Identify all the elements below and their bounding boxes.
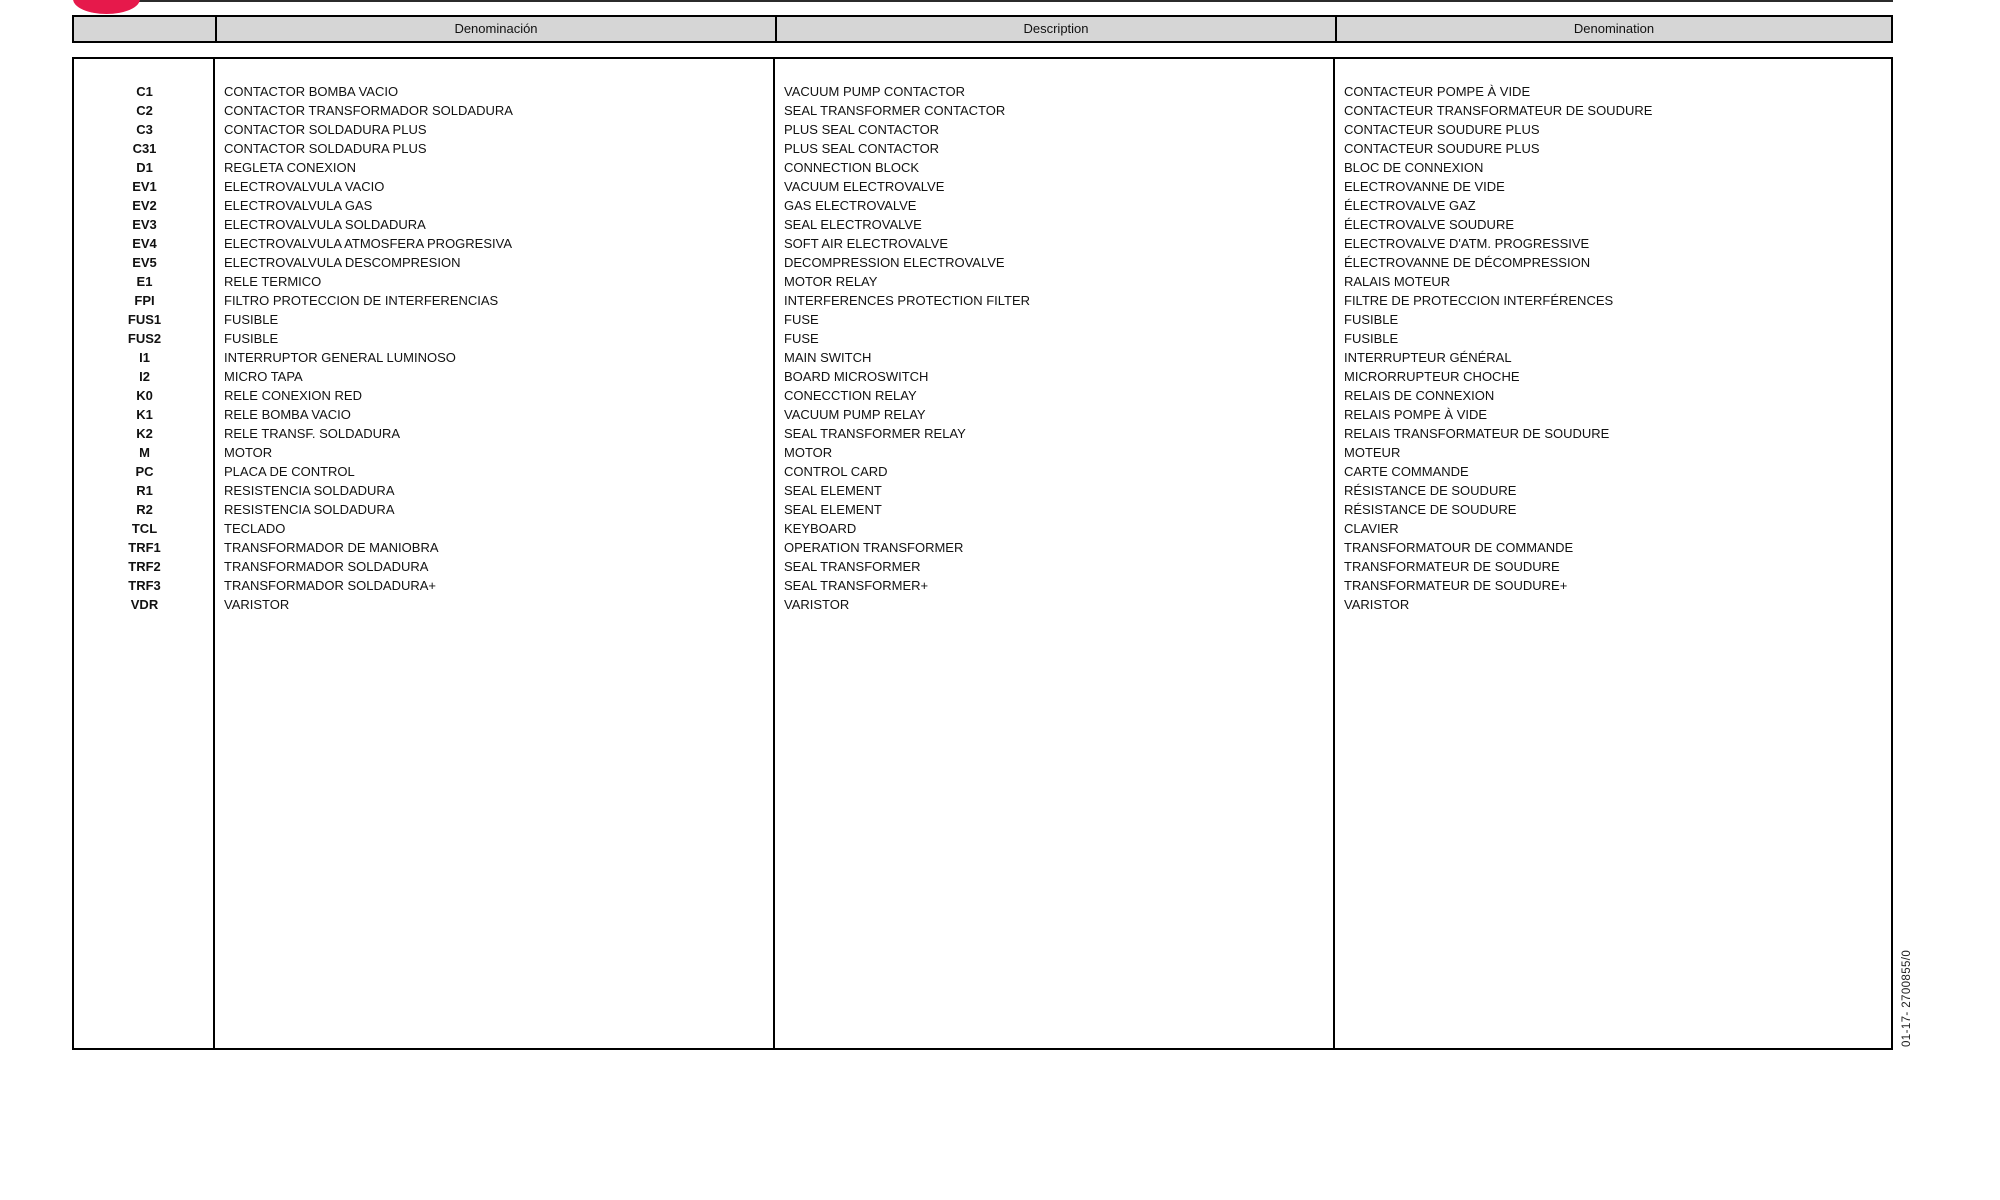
cell-es: TECLADO [224, 521, 286, 536]
cell-code: VDR [130, 597, 159, 612]
cell-code: C31 [132, 141, 157, 156]
header-cell-description: Description [775, 17, 1335, 41]
table-row [74, 443, 1891, 462]
cell-en: SOFT AIR ELECTROVALVE [784, 236, 948, 251]
cell-en: SEAL TRANSFORMER CONTACTOR [784, 103, 1006, 118]
cell-en: FUSE [784, 312, 819, 327]
table-row [74, 291, 1891, 310]
cell-code: I1 [139, 350, 150, 365]
top-edge-rule [108, 0, 1893, 2]
brand-logo-ellipse [73, 0, 140, 14]
table-row [74, 367, 1891, 386]
cell-fr: RÉSISTANCE DE SOUDURE [1344, 483, 1517, 498]
cell-es: ELECTROVALVULA ATMOSFERA PROGRESIVA [224, 236, 513, 251]
table-row [74, 215, 1891, 234]
cell-fr: ÉLECTROVALVE SOUDURE [1344, 217, 1515, 232]
cell-code: C3 [136, 122, 153, 137]
cell-fr: VARISTOR [1344, 597, 1410, 612]
cell-en: CONECCTION RELAY [784, 388, 917, 403]
cell-en: PLUS SEAL CONTACTOR [784, 141, 940, 156]
cell-en: CONNECTION BLOCK [784, 160, 920, 175]
table-row [74, 481, 1891, 500]
cell-es: RELE TERMICO [224, 274, 322, 289]
cell-es: MOTOR [224, 445, 273, 460]
cell-code: TRF1 [128, 540, 161, 555]
cell-en: PLUS SEAL CONTACTOR [784, 122, 940, 137]
cell-en: OPERATION TRANSFORMER [784, 540, 964, 555]
cell-es: VARISTOR [224, 597, 290, 612]
cell-fr: MOTEUR [1344, 445, 1401, 460]
cell-es: RELE CONEXION RED [224, 388, 362, 403]
brand-logo-partial [73, 0, 140, 14]
table-row [74, 386, 1891, 405]
cell-code: EV1 [132, 179, 157, 194]
cell-en: SEAL ELECTROVALVE [784, 217, 922, 232]
cell-es: FILTRO PROTECCION DE INTERFERENCIAS [224, 293, 499, 308]
cell-es: CONTACTOR BOMBA VACIO [224, 84, 399, 99]
cell-en: MOTOR [784, 445, 833, 460]
cell-en: SEAL ELEMENT [784, 483, 882, 498]
cell-fr: CONTACTEUR SOUDURE PLUS [1344, 141, 1540, 156]
cell-es: TRANSFORMADOR SOLDADURA+ [224, 578, 436, 593]
cell-code: K0 [136, 388, 153, 403]
cell-fr: ÉLECTROVALVE GAZ [1344, 198, 1476, 213]
table-row [74, 329, 1891, 348]
cell-fr: CONTACTEUR TRANSFORMATEUR DE SOUDURE [1344, 103, 1653, 118]
cell-fr: CONTACTEUR POMPE À VIDE [1344, 84, 1531, 99]
table-header-row [72, 15, 1893, 43]
cell-code: C1 [136, 84, 153, 99]
cell-fr: TRANSFORMATEUR DE SOUDURE+ [1344, 578, 1568, 593]
header-cell-denomination: Denomination [1335, 17, 1891, 41]
cell-fr: BLOC DE CONNEXION [1344, 160, 1484, 175]
cell-es: RELE TRANSF. SOLDADURA [224, 426, 401, 441]
cell-es: FUSIBLE [224, 331, 279, 346]
cell-code: EV4 [132, 236, 157, 251]
cell-code: TRF2 [128, 559, 161, 574]
table-row [74, 405, 1891, 424]
cell-fr: CLAVIER [1344, 521, 1399, 536]
cell-es: CONTACTOR SOLDADURA PLUS [224, 122, 427, 137]
cell-en: VACUUM PUMP CONTACTOR [784, 84, 966, 99]
table-row [74, 272, 1891, 291]
cell-es: RESISTENCIA SOLDADURA [224, 502, 395, 517]
table-row [74, 158, 1891, 177]
cell-es: MICRO TAPA [224, 369, 303, 384]
cell-fr: TRANSFORMATOUR DE COMMANDE [1344, 540, 1574, 555]
cell-fr: MICRORRUPTEUR CHOCHE [1344, 369, 1520, 384]
cell-fr: RALAIS MOTEUR [1344, 274, 1451, 289]
cell-en: VARISTOR [784, 597, 850, 612]
table-row [74, 576, 1891, 595]
table-row [74, 348, 1891, 367]
cell-fr: FUSIBLE [1344, 312, 1399, 327]
cell-es: CONTACTOR TRANSFORMADOR SOLDADURA [224, 103, 513, 118]
cell-es: ELECTROVALVULA VACIO [224, 179, 385, 194]
cell-fr: ÉLECTROVANNE DE DÉCOMPRESSION [1344, 255, 1591, 270]
cell-code: FUS1 [127, 312, 162, 327]
cell-code: TRF3 [128, 578, 161, 593]
cell-code: R2 [136, 502, 153, 517]
cell-es: RELE BOMBA VACIO [224, 407, 351, 422]
cell-en: GAS ELECTROVALVE [784, 198, 917, 213]
cell-es: INTERRUPTOR GENERAL LUMINOSO [224, 350, 456, 365]
table-row [74, 196, 1891, 215]
cell-en: FUSE [784, 331, 819, 346]
cell-es: TRANSFORMADOR DE MANIOBRA [224, 540, 439, 555]
cell-code: C2 [136, 103, 153, 118]
table-row [74, 139, 1891, 158]
header-cell-denominacion: Denominación [215, 17, 775, 41]
cell-fr: RELAIS DE CONNEXION [1344, 388, 1495, 403]
table-row [74, 310, 1891, 329]
cell-es: ELECTROVALVULA SOLDADURA [224, 217, 426, 232]
cell-en: SEAL TRANSFORMER RELAY [784, 426, 966, 441]
cell-en: CONTROL CARD [784, 464, 888, 479]
table-row [74, 538, 1891, 557]
cell-en: MAIN SWITCH [784, 350, 872, 365]
cell-en: INTERFERENCES PROTECTION FILTER [784, 293, 1031, 308]
cell-fr: ELECTROVALVE D'ATM. PROGRESSIVE [1344, 236, 1590, 251]
cell-es: TRANSFORMADOR SOLDADURA [224, 559, 429, 574]
table-row [74, 424, 1891, 443]
table-row [74, 120, 1891, 139]
cell-es: CONTACTOR SOLDADURA PLUS [224, 141, 427, 156]
cell-code: FUS2 [127, 331, 162, 346]
cell-code: K1 [136, 407, 153, 422]
cell-en: DECOMPRESSION ELECTROVALVE [784, 255, 1005, 270]
cell-en: VACUUM PUMP RELAY [784, 407, 926, 422]
table-row [74, 462, 1891, 481]
cell-fr: FUSIBLE [1344, 331, 1399, 346]
parts-table-body [72, 57, 1893, 1050]
cell-code: D1 [136, 160, 153, 175]
cell-en: BOARD MICROSWITCH [784, 369, 929, 384]
cell-es: FUSIBLE [224, 312, 279, 327]
cell-code: PC [135, 464, 154, 479]
table-row [74, 234, 1891, 253]
cell-code: R1 [136, 483, 153, 498]
cell-code: M [139, 445, 150, 460]
cell-en: SEAL ELEMENT [784, 502, 882, 517]
table-row [74, 519, 1891, 538]
cell-fr: TRANSFORMATEUR DE SOUDURE [1344, 559, 1560, 574]
cell-code: FPI [134, 293, 155, 308]
table-row [74, 557, 1891, 576]
cell-fr: FILTRE DE PROTECCION INTERFÉRENCES [1344, 293, 1614, 308]
cell-es: RESISTENCIA SOLDADURA [224, 483, 395, 498]
cell-en: VACUUM ELECTROVALVE [784, 179, 945, 194]
table-row [74, 500, 1891, 519]
cell-en: SEAL TRANSFORMER [784, 559, 921, 574]
cell-es: REGLETA CONEXION [224, 160, 356, 175]
cell-code: E1 [136, 274, 153, 289]
table-rows [74, 59, 1891, 1048]
cell-es: PLACA DE CONTROL [224, 464, 355, 479]
cell-code: TCL [131, 521, 158, 536]
cell-en: KEYBOARD [784, 521, 857, 536]
table-row [74, 82, 1891, 101]
cell-code: K2 [136, 426, 153, 441]
cell-fr: INTERRUPTEUR GÉNÉRAL [1344, 350, 1512, 365]
cell-code: I2 [139, 369, 150, 384]
cell-fr: CARTE COMMANDE [1344, 464, 1469, 479]
cell-en: SEAL TRANSFORMER+ [784, 578, 929, 593]
header-cell-code [74, 17, 215, 41]
table-row [74, 101, 1891, 120]
cell-fr: CONTACTEUR SOUDURE PLUS [1344, 122, 1540, 137]
cell-code: EV3 [132, 217, 157, 232]
cell-code: EV5 [132, 255, 157, 270]
table-row [74, 253, 1891, 272]
cell-fr: RELAIS POMPE À VIDE [1344, 407, 1488, 422]
cell-en: MOTOR RELAY [784, 274, 878, 289]
cell-es: ELECTROVALVULA DESCOMPRESION [224, 255, 461, 270]
table-row [74, 595, 1891, 614]
document-number-vertical: 01-17- 2700855/0 [1901, 949, 1913, 1047]
cell-fr: RELAIS TRANSFORMATEUR DE SOUDURE [1344, 426, 1610, 441]
cell-fr: RÉSISTANCE DE SOUDURE [1344, 502, 1517, 517]
cell-fr: ELECTROVANNE DE VIDE [1344, 179, 1505, 194]
cell-code: EV2 [132, 198, 157, 213]
table-row [74, 177, 1891, 196]
cell-es: ELECTROVALVULA GAS [224, 198, 373, 213]
